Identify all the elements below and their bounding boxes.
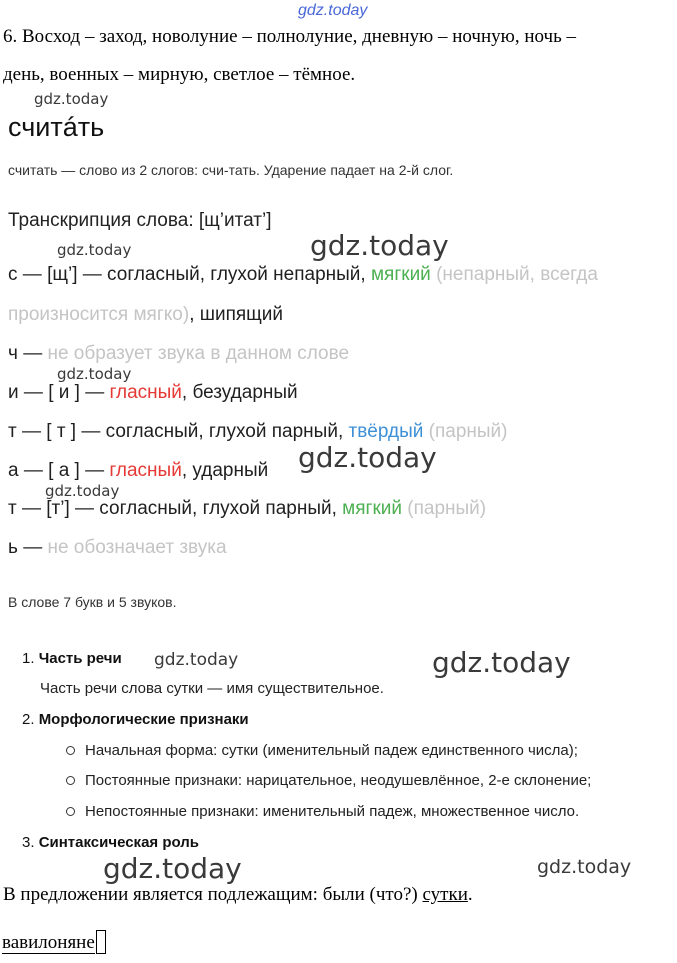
watermark: gdz.today	[57, 365, 132, 383]
dash: —	[23, 460, 43, 481]
analysis-item-2	[22, 711, 249, 728]
sound: [ т ]	[46, 421, 77, 442]
sound: [щ’]	[47, 264, 78, 285]
note-continuation: произносится мягко)	[8, 304, 190, 325]
item-number: 3.	[22, 834, 35, 851]
text-cursor	[96, 930, 106, 954]
answer-punct: .	[467, 884, 473, 905]
answer-text: В предложении является подлежащим: были (что?)	[3, 884, 423, 905]
morph-bullet	[66, 803, 579, 820]
sound: [ а ]	[48, 460, 80, 481]
dash: —	[21, 498, 41, 519]
watermark: gdz.today	[537, 856, 632, 878]
note: (парный)	[428, 421, 508, 442]
exercise-line-1: 6. Восход – заход, новолуние – полнолуние, дневную – ночную, ночь –	[3, 26, 576, 47]
dash: —	[22, 264, 42, 285]
sound: [т’]	[46, 498, 70, 519]
bullet-text: Начальная форма: сутки (именительный падеж единственного числа);	[85, 742, 578, 759]
letter: т	[8, 421, 17, 442]
syllables-text: считать — слово из 2 слогов: счи-тать. Ударение падает на 2-й слог.	[8, 162, 454, 178]
letter: ч	[8, 343, 18, 364]
letter: а	[8, 460, 19, 481]
bullet-icon	[66, 746, 75, 755]
letter-row	[8, 421, 508, 443]
watermark: gdz.today	[154, 650, 239, 670]
letter-row	[8, 498, 486, 520]
answer-link[interactable]: сутки	[422, 884, 468, 905]
dash: —	[85, 460, 105, 481]
answer-sentence	[3, 884, 473, 906]
item-title: Морфологические признаки	[38, 711, 249, 728]
letter: ь	[8, 537, 18, 558]
dash: —	[23, 537, 43, 558]
sound: [ и ]	[48, 382, 80, 403]
analysis-item-1	[22, 650, 122, 667]
description: не обозначает звука	[47, 537, 227, 558]
dash: —	[23, 382, 43, 403]
letter-row-continuation	[8, 304, 283, 326]
tail: , шипящий	[189, 304, 284, 325]
item-number: 1.	[22, 650, 35, 667]
letter-row	[8, 537, 227, 559]
tail: , ударный	[181, 460, 269, 481]
note: (непарный, всегда	[436, 264, 598, 285]
morph-bullet	[66, 772, 591, 789]
morph-bullet	[66, 742, 578, 759]
letters-sounds-summary: В слове 7 букв и 5 звуков.	[8, 594, 177, 610]
transcription: Транскрипция слова: [щ’итат’]	[8, 210, 272, 231]
vowel-tag: гласный	[109, 382, 182, 403]
word-title: считáть	[8, 112, 105, 142]
letter: и	[8, 382, 19, 403]
bullet-icon	[66, 776, 75, 785]
letter-row	[8, 343, 349, 365]
dash: —	[21, 421, 41, 442]
watermark: gdz.today	[45, 482, 120, 500]
bullet-text: Постоянные признаки: нарицательное, неодушевлённое, 2-е склонение;	[85, 772, 592, 789]
item-title: Синтаксическая роль	[38, 834, 200, 851]
description: — согласный, глухой непарный,	[82, 264, 366, 285]
item-number: 2.	[22, 711, 35, 728]
letter-row	[8, 264, 598, 286]
item-title: Часть речи	[38, 650, 122, 667]
tail: , безударный	[181, 382, 298, 403]
dash: —	[23, 343, 43, 364]
bullet-text: Непостоянные признаки: именительный падеж, множественное число.	[85, 803, 580, 820]
hardness-tag: твёрдый	[348, 421, 424, 442]
analysis-item-3	[22, 834, 199, 851]
softness-tag: мягкий	[370, 264, 431, 285]
bullet-icon	[66, 807, 75, 816]
dash: —	[85, 382, 105, 403]
watermark: gdz.today	[103, 852, 242, 885]
letter-row	[8, 460, 268, 482]
description: — согласный, глухой парный,	[81, 421, 344, 442]
watermark: gdz.today	[310, 229, 449, 262]
watermark: gdz.today	[432, 646, 571, 679]
description: не образует звука в данном слове	[47, 343, 350, 364]
watermark: gdz.today	[298, 441, 437, 474]
letter: с	[8, 264, 18, 285]
note: (парный)	[407, 498, 487, 519]
vowel-tag: гласный	[109, 460, 182, 481]
watermark: gdz.today	[57, 241, 132, 259]
watermark: gdz.today	[34, 90, 109, 108]
exercise-line-2: день, военных – мирную, светлое – тёмное.	[3, 64, 356, 85]
part-of-speech-text: Часть речи слова сутки — имя существительное.	[40, 680, 384, 697]
letter-row	[8, 382, 298, 404]
letter: т	[8, 498, 17, 519]
watermark-top: gdz.today	[298, 2, 368, 19]
last-word-line	[2, 930, 106, 954]
softness-tag: мягкий	[342, 498, 402, 519]
description: — согласный, глухой парный,	[75, 498, 337, 519]
last-word[interactable]: вавилоняне	[2, 932, 95, 953]
